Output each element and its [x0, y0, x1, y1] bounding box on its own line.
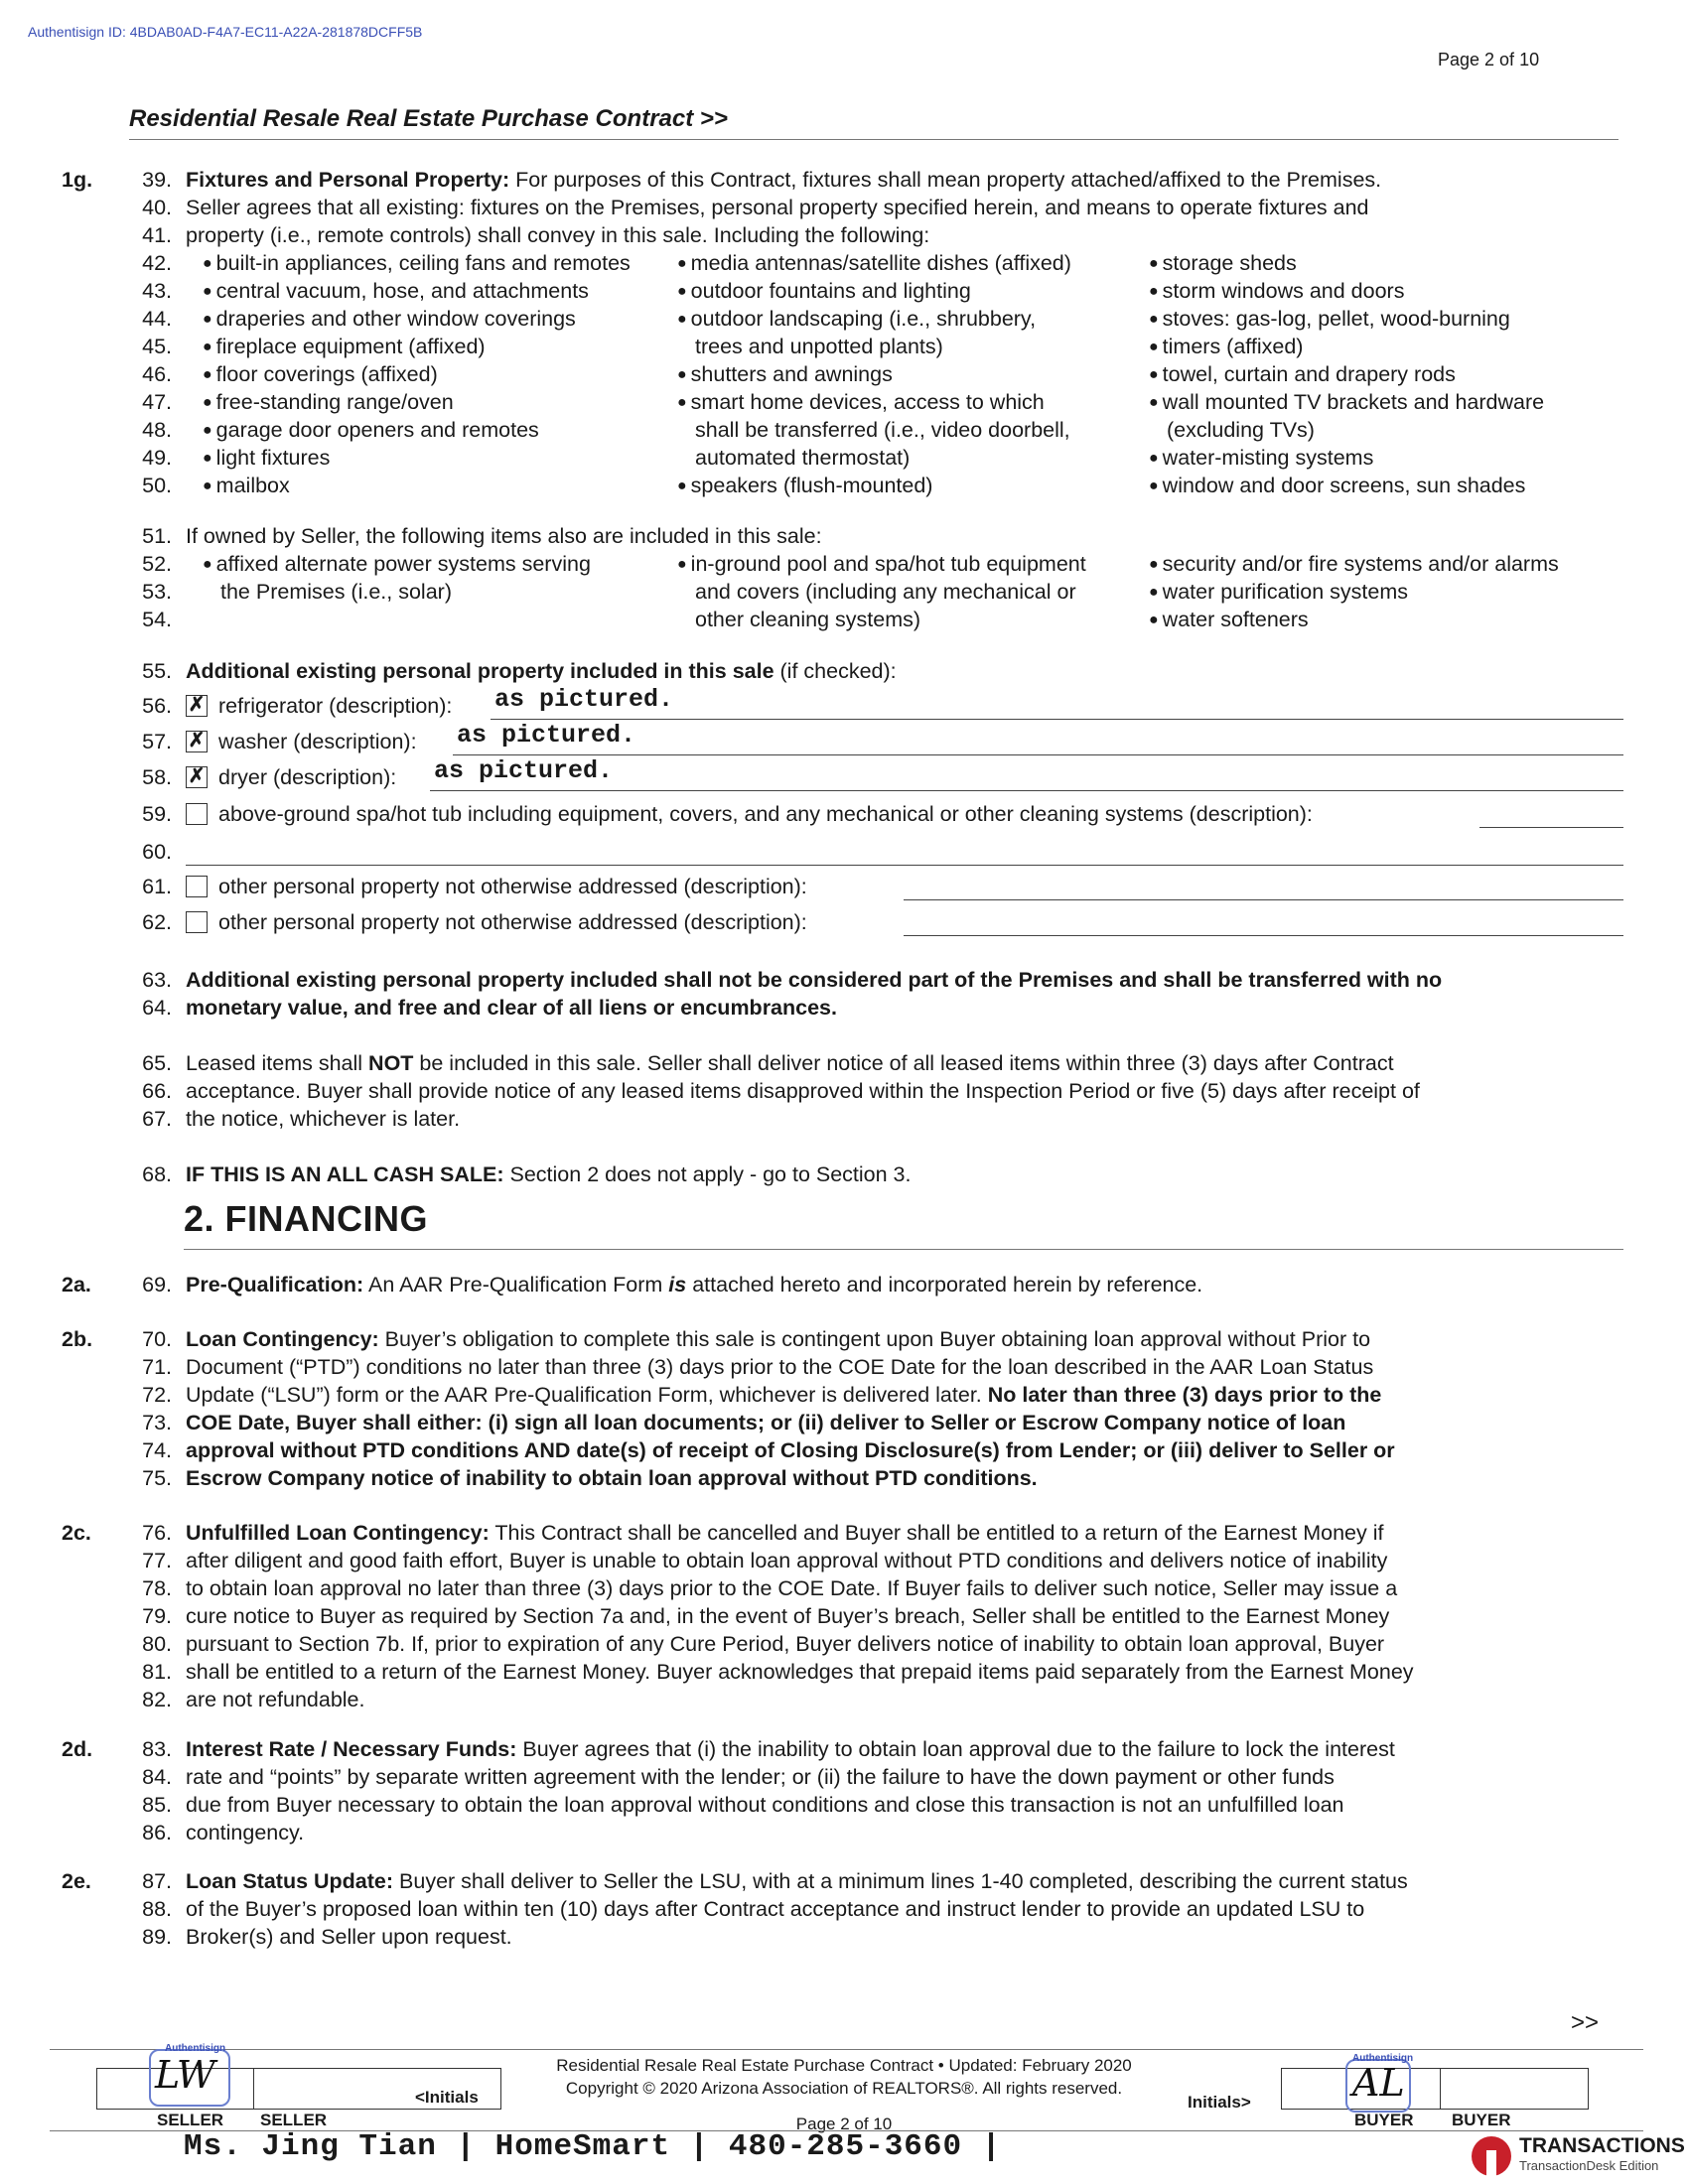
- page-number-top: Page 2 of 10: [1438, 50, 1540, 69]
- clause-text: If owned by Seller, the following items also are included in this sale:: [186, 524, 822, 548]
- line-64: [0, 994, 1688, 1022]
- transactions-logo-subtitle: TransactionDesk Edition: [1519, 2158, 1659, 2173]
- clause-title: Loan Contingency:: [186, 1327, 379, 1351]
- line-number: 49.: [142, 446, 172, 470]
- section-label: 2d.: [62, 1737, 93, 1761]
- clause-text: Broker(s) and Seller upon request.: [186, 1925, 512, 1949]
- list-row: 42. ● built-in appliances, ceiling fans and remotes ● media antennas/satellite dishes (affixed) ● storage sheds: [0, 249, 1688, 277]
- line-41: [0, 221, 1688, 249]
- line-number: 88.: [142, 1897, 172, 1921]
- clause-text: Leased items shall: [186, 1051, 369, 1075]
- clause-text: This Contract shall be cancelled and Buyer shall be entitled to a return of the Earnest Money if: [489, 1521, 1384, 1545]
- authentisign-id: Authentisign ID: 4BDAB0AD-F4A7-EC11-A22A-281878DCFF5B: [28, 24, 423, 40]
- clause-text: Buyer shall deliver to Seller the LSU, with at a minimum lines 1-40 completed, describing the current status: [393, 1869, 1408, 1893]
- line-number: 44.: [142, 307, 172, 331]
- clause-text: monetary value, and free and clear of all liens or encumbrances.: [186, 996, 837, 1020]
- clause-text: Buyer agrees that (i) the inability to obtain loan approval due to the failure to lock the interest: [516, 1737, 1395, 1761]
- line-number: 59.: [142, 802, 172, 826]
- other-property-label-2: other personal property not otherwise addressed (description):: [218, 910, 807, 934]
- clause-text: Escrow Company notice of inability to obtain loan approval without PTD conditions.: [186, 1466, 1038, 1490]
- line-number: 70.: [142, 1327, 172, 1351]
- clause-title: IF THIS IS AN ALL CASH SALE:: [186, 1162, 504, 1186]
- line-number: 51.: [142, 524, 172, 548]
- emphasis: NOT: [368, 1051, 414, 1075]
- list-item: window and door screens, sun shades: [1162, 474, 1526, 497]
- clause-text: Update (“LSU”) form or the AAR Pre-Qualification Form, whichever is delivered later.: [186, 1383, 988, 1407]
- seller-label-2: SELLER: [260, 2111, 328, 2129]
- list-row: 54. other cleaning systems) ● water softeners: [0, 606, 1688, 633]
- list-item: free-standing range/oven: [215, 390, 454, 414]
- other-property-description-field-1[interactable]: [904, 873, 1623, 900]
- list-item: the Premises (i.e., solar): [220, 580, 452, 604]
- line-number: 47.: [142, 390, 172, 414]
- dryer-checkbox[interactable]: ✗: [186, 766, 208, 788]
- clause-text: pursuant to Section 7b. If, prior to expiration of any Cure Period, Buyer delivers notice of inability to obtain loan approval, Buyer: [186, 1632, 1385, 1656]
- spa-hot-tub-description-field[interactable]: [1479, 800, 1623, 828]
- other-property-label-1: other personal property not otherwise addressed (description):: [218, 875, 807, 898]
- list-item: fireplace equipment (affixed): [215, 335, 486, 358]
- line-77: [0, 1547, 1688, 1574]
- line-40: [0, 194, 1688, 221]
- line-81: [0, 1658, 1688, 1686]
- line-number: 48.: [142, 418, 172, 442]
- document-title: Residential Resale Real Estate Purchase Contract >>: [129, 105, 728, 132]
- line-number: 58.: [142, 765, 172, 789]
- clause-text: due from Buyer necessary to obtain the loan approval without conditions and close this transaction is not an unfulfilled loan: [186, 1793, 1344, 1817]
- line-number: 54.: [142, 608, 172, 631]
- clause-text: of the Buyer’s proposed loan within ten (10) days after Contract acceptance and instruct lender to provide an updated LSU to: [186, 1897, 1365, 1921]
- line-number: 57.: [142, 730, 172, 753]
- header-divider: [129, 139, 1618, 140]
- dryer-description-value: as pictured.: [434, 756, 614, 785]
- washer-checkbox[interactable]: ✗: [186, 731, 208, 752]
- line-80: [0, 1630, 1688, 1658]
- line-84: [0, 1763, 1688, 1791]
- list-item: shall be transferred (i.e., video doorbell,: [695, 418, 1070, 442]
- footer-divider: [50, 2049, 1643, 2050]
- line-number: 68.: [142, 1162, 172, 1186]
- refrigerator-description-value: as pictured.: [494, 685, 674, 714]
- list-item: and covers (including any mechanical or: [695, 580, 1076, 604]
- list-row: 43. ● central vacuum, hose, and attachments ● outdoor fountains and lighting ● storm windows and doors: [0, 277, 1688, 305]
- list-item: outdoor landscaping (i.e., shrubbery,: [690, 307, 1037, 331]
- section-label: 2b.: [62, 1327, 93, 1351]
- washer-description-value: as pictured.: [457, 721, 636, 750]
- refrigerator-label: refrigerator (description):: [218, 694, 453, 718]
- list-row: 53. the Premises (i.e., solar) and covers (including any mechanical or ● water purification systems: [0, 578, 1688, 606]
- list-row: 48. ● garage door openers and remotes shall be transferred (i.e., video doorbell, (excluding TVs): [0, 416, 1688, 444]
- clause-text: rate and “points” by separate written agreement with the lender; or (ii) the failure to have the down payment or other funds: [186, 1765, 1335, 1789]
- refrigerator-description-field[interactable]: [491, 685, 1623, 720]
- line-66: [0, 1077, 1688, 1105]
- section-2-divider: [184, 1249, 1623, 1250]
- clause-title: Unfulfilled Loan Contingency:: [186, 1521, 490, 1545]
- line-61: [0, 873, 1688, 900]
- line-62: [0, 908, 1688, 936]
- section-label: 1g.: [62, 168, 93, 192]
- transactions-logo-name: TRANSACTIONS: [1519, 2134, 1685, 2157]
- line-number: 87.: [142, 1869, 172, 1893]
- seller-initials-divider: [253, 2068, 254, 2110]
- clause-text: Seller agrees that all existing: fixtures on the Premises, personal property specified herein, and means to operate fixtures and: [186, 196, 1369, 219]
- clause-text: acceptance. Buyer shall provide notice of any leased items disapproved within the Inspection Period or five (5) days after receipt of: [186, 1079, 1420, 1103]
- line-70: [0, 1325, 1688, 1353]
- list-item: (excluding TVs): [1167, 418, 1315, 442]
- line-number: 78.: [142, 1576, 172, 1600]
- clause-text: contingency.: [186, 1821, 305, 1844]
- line-75: [0, 1464, 1688, 1492]
- clause-text: the notice, whichever is later.: [186, 1107, 461, 1131]
- line-number: 76.: [142, 1521, 172, 1545]
- buyer-initials-box[interactable]: [1281, 2068, 1589, 2110]
- line-83: [0, 1735, 1688, 1763]
- clause-text: Section 2 does not apply - go to Section 3.: [503, 1162, 912, 1186]
- clause-title: Additional existing personal property included in this sale: [186, 659, 774, 683]
- list-item: in-ground pool and spa/hot tub equipment: [690, 552, 1086, 576]
- footer-doc-info: Residential Resale Real Estate Purchase Contract • Updated: February 2020: [556, 2056, 1132, 2075]
- list-item: mailbox: [215, 474, 290, 497]
- line-number: 84.: [142, 1765, 172, 1789]
- list-item: wall mounted TV brackets and hardware: [1162, 390, 1545, 414]
- list-item: media antennas/satellite dishes (affixed): [690, 251, 1071, 275]
- line-number: 65.: [142, 1051, 172, 1075]
- line-number: 77.: [142, 1549, 172, 1572]
- list-item: draperies and other window coverings: [215, 307, 576, 331]
- line-87: [0, 1867, 1688, 1895]
- buyer-label-2: BUYER: [1452, 2111, 1511, 2129]
- list-item: water-misting systems: [1162, 446, 1374, 470]
- list-item: affixed alternate power systems serving: [215, 552, 591, 576]
- line-number: 69.: [142, 1273, 172, 1297]
- line-number: 53.: [142, 580, 172, 604]
- line-58: [0, 756, 1688, 791]
- line-number: 40.: [142, 196, 172, 219]
- line-51: [0, 522, 1688, 550]
- footer-page-number: Page 2 of 10: [795, 2115, 893, 2133]
- list-item: outdoor fountains and lighting: [690, 279, 971, 303]
- list-item: stoves: gas-log, pellet, wood-burning: [1162, 307, 1510, 331]
- list-item: other cleaning systems): [695, 608, 921, 631]
- dryer-description-field[interactable]: [430, 756, 1623, 791]
- list-item: storage sheds: [1162, 251, 1297, 275]
- clause-text: are not refundable.: [186, 1688, 365, 1711]
- line-number: 56.: [142, 694, 172, 718]
- line-number: 60.: [142, 840, 172, 864]
- list-row: 50. ● mailbox ● speakers (flush-mounted) ● window and door screens, sun shades: [0, 472, 1688, 499]
- list-item: garage door openers and remotes: [215, 418, 539, 442]
- line-number: 43.: [142, 279, 172, 303]
- line-76: [0, 1519, 1688, 1547]
- list-item: timers (affixed): [1162, 335, 1304, 358]
- list-item: shutters and awnings: [690, 362, 893, 386]
- line-86: [0, 1819, 1688, 1846]
- initials-right-label: Initials>: [1188, 2093, 1251, 2112]
- line-number: 89.: [142, 1925, 172, 1949]
- line-number: 73.: [142, 1411, 172, 1434]
- other-property-description-field-2[interactable]: [904, 908, 1623, 936]
- clause-title: Pre-Qualification:: [186, 1273, 364, 1297]
- line-number: 61.: [142, 875, 172, 898]
- line-number: 75.: [142, 1466, 172, 1490]
- line-85: [0, 1791, 1688, 1819]
- buyer-initials-divider: [1440, 2068, 1441, 2110]
- line-69: [0, 1271, 1688, 1298]
- other-property-checkbox-1[interactable]: [186, 876, 208, 897]
- line-number: 67.: [142, 1107, 172, 1131]
- line-number: 83.: [142, 1737, 172, 1761]
- list-item: smart home devices, access to which: [690, 390, 1045, 414]
- clause-text: to obtain loan approval no later than three (3) days prior to the COE Date. If Buyer fails to deliver such notice, Seller may issue a: [186, 1576, 1398, 1600]
- line-number: 62.: [142, 910, 172, 934]
- section-2-heading: 2. FINANCING: [184, 1198, 429, 1239]
- washer-description-field[interactable]: [453, 721, 1623, 755]
- list-row: 45. ● fireplace equipment (affixed) trees and unpotted plants) ● timers (affixed): [0, 333, 1688, 360]
- washer-label: washer (description):: [218, 730, 417, 753]
- line-57: [0, 721, 1688, 755]
- line-number: 64.: [142, 996, 172, 1020]
- list-row: 46. ● floor coverings (affixed) ● shutters and awnings ● towel, curtain and drapery rods: [0, 360, 1688, 388]
- line-number: 63.: [142, 968, 172, 992]
- line-79: [0, 1602, 1688, 1630]
- buyer-label-1: BUYER: [1354, 2111, 1414, 2129]
- section-label: 2c.: [62, 1521, 91, 1545]
- dryer-label: dryer (description):: [218, 765, 397, 789]
- agent-info-line: Ms. Jing Tian | HomeSmart | 480-285-3660 |: [184, 2129, 1002, 2164]
- line-number: 41.: [142, 223, 172, 247]
- clause-text: after diligent and good faith effort, Buyer is unable to obtain loan approval without PTD conditions and delivers notice of inability: [186, 1549, 1388, 1572]
- transactions-logo-icon-cutout: [1486, 2150, 1496, 2176]
- clause-text: attached hereto and incorporated herein by reference.: [686, 1273, 1203, 1297]
- spa-hot-tub-description-continued-field[interactable]: [186, 838, 1623, 866]
- list-item: floor coverings (affixed): [215, 362, 438, 386]
- line-number: 72.: [142, 1383, 172, 1407]
- line-number: 52.: [142, 552, 172, 576]
- line-89: [0, 1923, 1688, 1951]
- seller-label-1: SELLER: [157, 2111, 224, 2129]
- clause-text: An AAR Pre-Qualification Form: [363, 1273, 669, 1297]
- footer-copyright: Copyright © 2020 Arizona Association of REALTORS®. All rights reserved.: [565, 2079, 1123, 2098]
- clause-text: approval without PTD conditions AND date(s) of receipt of Closing Disclosure(s) from Lender; or (iii) deliver to Seller or: [186, 1438, 1395, 1462]
- clause-text: Document (“PTD”) conditions no later than three (3) days prior to the COE Date for the loan described in the AAR Loan Status: [186, 1355, 1374, 1379]
- line-67: [0, 1105, 1688, 1133]
- other-property-checkbox-2[interactable]: [186, 911, 208, 933]
- clause-text: property (i.e., remote controls) shall convey in this sale. Including the following:: [186, 223, 930, 247]
- line-73: [0, 1409, 1688, 1436]
- list-item: automated thermostat): [695, 446, 911, 470]
- clause-text: Additional existing personal property included shall not be considered part of the Premises and shall be transferred with no: [186, 968, 1443, 992]
- line-number: 50.: [142, 474, 172, 497]
- clause-text: Buyer’s obligation to complete this sale is contingent upon Buyer obtaining loan approval without Prior to: [378, 1327, 1371, 1351]
- seller-initials-signature: LW: [155, 2053, 215, 2097]
- list-item: towel, curtain and drapery rods: [1162, 362, 1456, 386]
- clause-text: For purposes of this Contract, fixtures shall mean property attached/affixed to the Premises.: [509, 168, 1382, 192]
- line-number: 42.: [142, 251, 172, 275]
- line-number: 81.: [142, 1660, 172, 1684]
- list-row: 47. ● free-standing range/oven ● smart home devices, access to which ● wall mounted TV brackets and hardware: [0, 388, 1688, 416]
- emphasis: No later than three (3) days prior to the: [987, 1383, 1382, 1407]
- line-74: [0, 1436, 1688, 1464]
- list-row: 49. ● light fixtures automated thermostat) ● water-misting systems: [0, 444, 1688, 472]
- list-item: light fixtures: [215, 446, 331, 470]
- line-55: [0, 657, 1688, 685]
- list-item: storm windows and doors: [1162, 279, 1405, 303]
- clause-text: (if checked):: [774, 659, 897, 683]
- clause-text: be included in this sale. Seller shall deliver notice of all leased items within three (3) days after Contract: [413, 1051, 1394, 1075]
- line-39: [0, 166, 1688, 194]
- spa-hot-tub-checkbox[interactable]: [186, 803, 208, 825]
- clause-text: shall be entitled to a return of the Earnest Money. Buyer acknowledges that prepaid items paid separately from the Earnest Money: [186, 1660, 1414, 1684]
- clause-title: Interest Rate / Necessary Funds:: [186, 1737, 517, 1761]
- line-number: 80.: [142, 1632, 172, 1656]
- spa-hot-tub-label: above-ground spa/hot tub including equipment, covers, and any mechanical or other cleaning systems (description):: [218, 802, 1313, 826]
- line-56: [0, 685, 1688, 720]
- buyer-initials-signature: AL: [1352, 2061, 1405, 2105]
- line-72: [0, 1381, 1688, 1409]
- line-number: 66.: [142, 1079, 172, 1103]
- list-row: 44. ● draperies and other window coverings ● outdoor landscaping (i.e., shrubbery, ● stoves: gas-log, pellet, wood-burning: [0, 305, 1688, 333]
- initials-left-label: <Initials: [415, 2088, 479, 2107]
- section-label: 2a.: [62, 1273, 91, 1297]
- line-number: 39.: [142, 168, 172, 192]
- emphasis: is: [668, 1273, 687, 1297]
- line-number: 85.: [142, 1793, 172, 1817]
- line-number: 46.: [142, 362, 172, 386]
- line-88: [0, 1895, 1688, 1923]
- list-item: trees and unpotted plants): [695, 335, 943, 358]
- list-item: built-in appliances, ceiling fans and remotes: [215, 251, 631, 275]
- line-65: [0, 1049, 1688, 1077]
- refrigerator-checkbox[interactable]: ✗: [186, 695, 208, 717]
- line-number: 71.: [142, 1355, 172, 1379]
- line-59: [0, 800, 1688, 828]
- clause-title: Fixtures and Personal Property:: [186, 168, 510, 192]
- buyer-authentisign-stamp: Authentisign: [1352, 2053, 1414, 2064]
- line-number: 55.: [142, 659, 172, 683]
- clause-title: Loan Status Update:: [186, 1869, 394, 1893]
- line-number: 45.: [142, 335, 172, 358]
- line-number: 86.: [142, 1821, 172, 1844]
- list-item: central vacuum, hose, and attachments: [215, 279, 589, 303]
- line-63: [0, 966, 1688, 994]
- clause-text: COE Date, Buyer shall either: (i) sign all loan documents; or (ii) deliver to Seller or Escrow Company notice of loan: [186, 1411, 1346, 1434]
- line-78: [0, 1574, 1688, 1602]
- list-item: speakers (flush-mounted): [690, 474, 933, 497]
- list-item: water softeners: [1162, 608, 1309, 631]
- line-number: 74.: [142, 1438, 172, 1462]
- line-82: [0, 1686, 1688, 1713]
- clause-text: cure notice to Buyer as required by Section 7a and, in the event of Buyer’s breach, Seller shall be entitled to the Earnest Money: [186, 1604, 1390, 1628]
- line-68: [0, 1160, 1688, 1188]
- line-number: 79.: [142, 1604, 172, 1628]
- line-number: 82.: [142, 1688, 172, 1711]
- line-60: [0, 838, 1688, 866]
- section-label: 2e.: [62, 1869, 91, 1893]
- seller-authentisign-stamp: Authentisign: [165, 2043, 226, 2054]
- list-item: security and/or fire systems and/or alarms: [1162, 552, 1559, 576]
- next-page-marker: >>: [1571, 2009, 1600, 2036]
- list-row: 52. ● affixed alternate power systems serving ● in-ground pool and spa/hot tub equipment ● security and/or fire systems and/or alarms: [0, 550, 1688, 578]
- line-71: [0, 1353, 1688, 1381]
- list-item: water purification systems: [1162, 580, 1409, 604]
